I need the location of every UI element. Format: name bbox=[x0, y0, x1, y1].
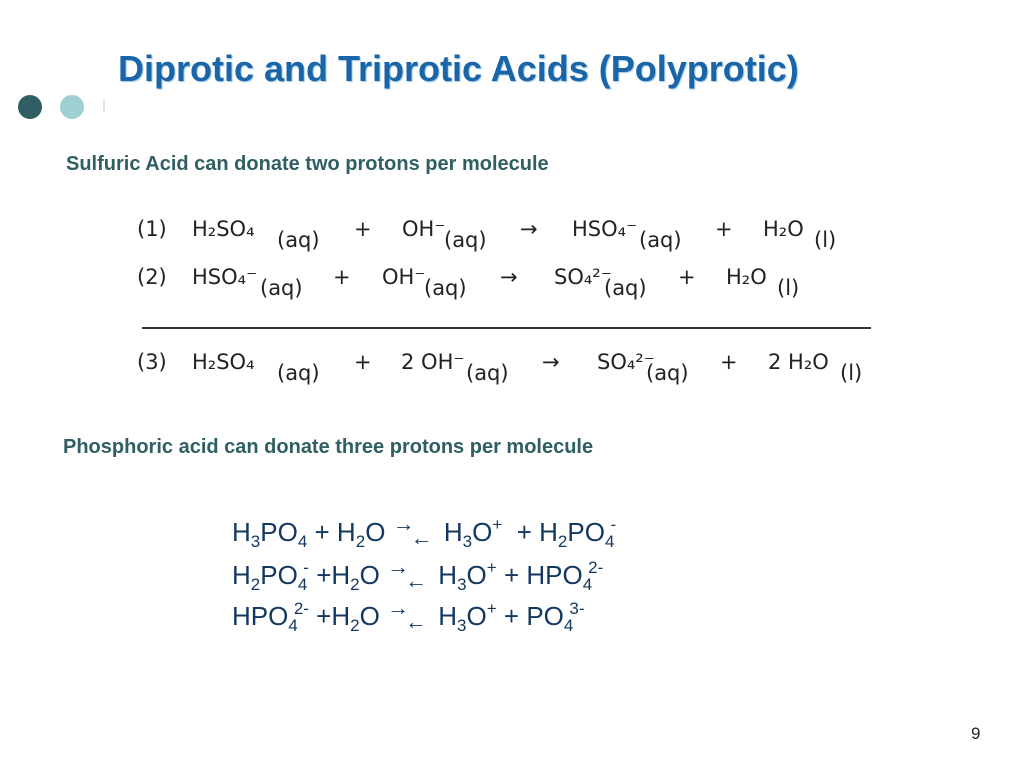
eq-state: (l) bbox=[840, 361, 863, 385]
eq-label: (3) bbox=[137, 350, 167, 374]
eq-plus: + bbox=[715, 217, 733, 241]
eq-superscript: + bbox=[492, 515, 503, 534]
eq-product: SO₄²⁻ bbox=[554, 265, 612, 289]
eq-text: O bbox=[359, 601, 388, 631]
eq-text: PO bbox=[260, 560, 298, 590]
eq-arrow: → bbox=[520, 217, 538, 241]
eq-state: (aq) bbox=[277, 361, 320, 385]
eq-text: + PO bbox=[496, 601, 564, 631]
eq-state: (aq) bbox=[444, 228, 487, 252]
eq-superscript: 3- bbox=[569, 599, 585, 618]
eq-text: PO bbox=[567, 517, 605, 547]
eq-text: + H bbox=[502, 517, 558, 547]
eq-plus: + bbox=[354, 350, 372, 374]
equilibrium-arrow-icon: →← bbox=[392, 511, 433, 550]
eq-state: (aq) bbox=[639, 228, 682, 252]
eq-subscript: 4 bbox=[288, 616, 298, 635]
eq-subscript: 3 bbox=[462, 532, 473, 551]
eq-reactant: HSO₄⁻ bbox=[192, 265, 258, 289]
eq-text: O bbox=[472, 517, 493, 547]
eq-text: H bbox=[436, 517, 463, 547]
eq-text: O bbox=[466, 560, 487, 590]
eq-text: H bbox=[232, 560, 251, 590]
eq-state: (aq) bbox=[260, 276, 303, 300]
eq-reactant: H₂SO₄ bbox=[192, 217, 255, 241]
bullet-dot-dark bbox=[18, 95, 42, 119]
eq-state: (aq) bbox=[646, 361, 689, 385]
eq-superscript: + bbox=[486, 599, 497, 618]
eq-plus: + bbox=[678, 265, 696, 289]
eq-reactant: 2 OH⁻ bbox=[401, 350, 465, 374]
eq-text: O bbox=[466, 601, 487, 631]
eq-text: PO bbox=[260, 517, 298, 547]
eq-plus: + bbox=[354, 217, 372, 241]
eq-plus: + bbox=[720, 350, 738, 374]
equilibrium-arrow-icon: →← bbox=[387, 554, 428, 593]
eq-reactant: OH⁻ bbox=[402, 217, 446, 241]
eq-subscript: 4 bbox=[582, 575, 593, 594]
eq-superscript: 2- bbox=[293, 599, 309, 618]
eq-superscript: - bbox=[303, 558, 309, 577]
eq-label: (1) bbox=[137, 217, 167, 241]
eq-product: H₂O bbox=[763, 217, 804, 241]
phosphoric-equation-3 bbox=[232, 595, 585, 635]
eq-subscript: 3 bbox=[457, 616, 467, 635]
page-title: Diprotic and Triprotic Acids (Polyprotic) bbox=[118, 48, 799, 89]
eq-product: SO₄²⁻ bbox=[597, 350, 655, 374]
eq-superscript: - bbox=[610, 515, 617, 534]
eq-text: HPO bbox=[232, 601, 289, 631]
eq-subscript: 3 bbox=[457, 575, 467, 594]
eq-product: HSO₄⁻ bbox=[572, 217, 638, 241]
eq-state: (l) bbox=[777, 276, 800, 300]
eq-subscript: 4 bbox=[563, 616, 574, 635]
eq-arrow: → bbox=[500, 265, 518, 289]
bullet-dot-light bbox=[60, 95, 84, 119]
eq-superscript: + bbox=[486, 558, 497, 577]
eq-state: (l) bbox=[814, 228, 837, 252]
eq-subscript: 2 bbox=[350, 575, 360, 594]
eq-text: O bbox=[359, 560, 388, 590]
eq-text: O bbox=[365, 517, 393, 547]
eq-subscript: 2 bbox=[557, 532, 568, 551]
eq-plus: + bbox=[333, 265, 351, 289]
eq-subscript: 4 bbox=[297, 532, 308, 551]
eq-state: (aq) bbox=[604, 276, 647, 300]
eq-text: H bbox=[431, 601, 458, 631]
eq-reactant: OH⁻ bbox=[382, 265, 426, 289]
eq-subscript: 2 bbox=[355, 532, 366, 551]
sum-divider bbox=[142, 327, 871, 329]
eq-text: + HPO bbox=[496, 560, 583, 590]
phosphoric-equation-1 bbox=[232, 511, 617, 551]
decorative-tick bbox=[103, 100, 105, 112]
sulfuric-heading: Sulfuric Acid can donate two protons per molecule bbox=[66, 153, 549, 175]
eq-subscript: 3 bbox=[250, 532, 261, 551]
eq-label: (2) bbox=[137, 265, 167, 289]
eq-reactant: H₂SO₄ bbox=[192, 350, 255, 374]
eq-text: +H bbox=[308, 601, 351, 631]
page-number: 9 bbox=[971, 724, 981, 743]
eq-subscript: 2 bbox=[250, 575, 261, 594]
phosphoric-equation-2 bbox=[232, 554, 604, 594]
eq-arrow: → bbox=[542, 350, 560, 374]
eq-text: H bbox=[431, 560, 458, 590]
eq-text: H bbox=[232, 517, 251, 547]
eq-state: (aq) bbox=[424, 276, 467, 300]
eq-superscript: 2- bbox=[588, 558, 604, 577]
eq-text: +H bbox=[308, 560, 351, 590]
eq-text: + H bbox=[307, 517, 356, 547]
eq-state: (aq) bbox=[466, 361, 509, 385]
eq-product: H₂O bbox=[726, 265, 767, 289]
eq-subscript: 4 bbox=[297, 575, 308, 594]
eq-subscript: 2 bbox=[350, 616, 360, 635]
phosphoric-heading: Phosphoric acid can donate three protons per molecule bbox=[63, 436, 594, 458]
eq-state: (aq) bbox=[277, 228, 320, 252]
equilibrium-arrow-icon: →← bbox=[387, 595, 428, 634]
eq-subscript: 4 bbox=[604, 532, 615, 551]
eq-product: 2 H₂O bbox=[768, 350, 829, 374]
